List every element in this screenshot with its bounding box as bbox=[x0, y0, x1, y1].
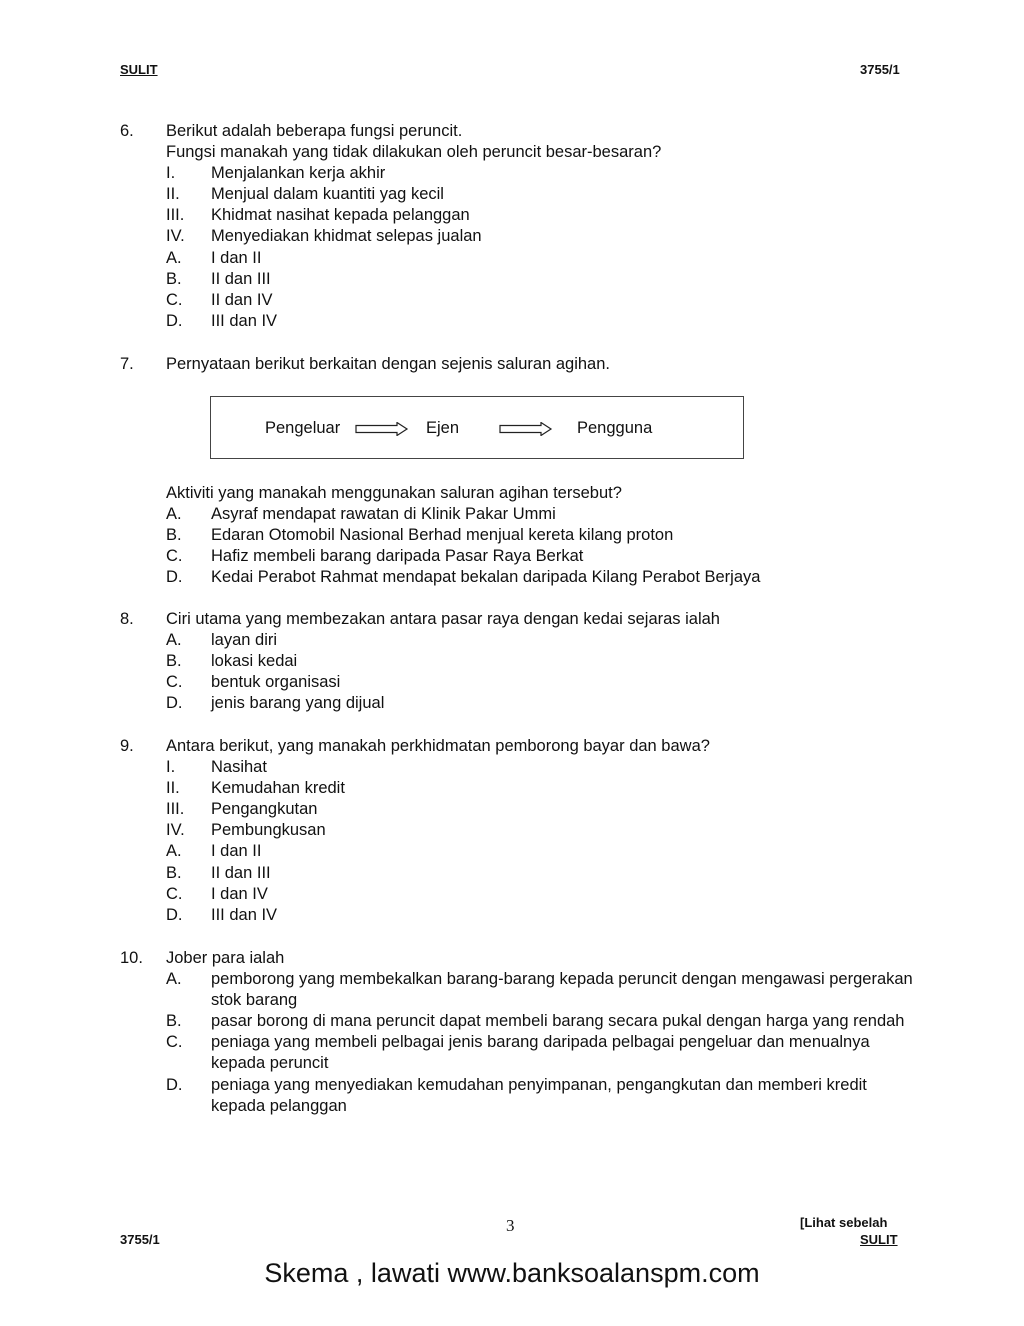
option-text: jenis barang yang dijual bbox=[211, 694, 385, 713]
answer-option bbox=[166, 248, 920, 269]
diagram-producer-label: Pengeluar bbox=[265, 419, 341, 437]
statement-text: Menjual dalam kuantiti yag kecil bbox=[211, 185, 444, 204]
answer-option bbox=[166, 269, 920, 290]
statement-item bbox=[166, 778, 920, 799]
option-label: B. bbox=[166, 863, 182, 882]
statement-item bbox=[166, 163, 920, 184]
option-label: D. bbox=[166, 1075, 183, 1094]
footer-classification: SULIT bbox=[860, 1232, 898, 1247]
option-text: I dan II bbox=[211, 842, 262, 861]
option-label: A. bbox=[166, 631, 182, 650]
question-number: 7. bbox=[120, 355, 134, 373]
option-text: Asyraf mendapat rawatan di Klinik Pakar Ummi bbox=[211, 505, 556, 524]
option-label: D. bbox=[166, 694, 183, 713]
option-text: I dan II bbox=[211, 248, 262, 267]
statement-label: I. bbox=[166, 164, 176, 183]
option-label: B. bbox=[166, 652, 182, 671]
diagram-agent-label: Ejen bbox=[426, 419, 460, 437]
answer-option bbox=[166, 290, 920, 311]
option-label: C. bbox=[166, 547, 183, 566]
statement-item bbox=[166, 799, 920, 820]
answer-option bbox=[166, 651, 920, 672]
header-classification: SULIT bbox=[120, 62, 158, 77]
option-text: peniaga yang menyediakan kemudahan penyimpanan, pengangkutan dan memberi kredit kepada pelanggan bbox=[211, 1075, 867, 1115]
answer-option bbox=[166, 969, 920, 1011]
question-6 bbox=[120, 121, 920, 332]
statement-text: Pengangkutan bbox=[211, 800, 318, 819]
answer-option bbox=[166, 504, 920, 525]
question-text: Aktiviti yang manakah menggunakan saluran agihan tersebut? bbox=[166, 484, 622, 502]
statement-text: Khidmat nasihat kepada pelanggan bbox=[211, 206, 470, 225]
option-text: bentuk organisasi bbox=[211, 673, 341, 692]
statement-text: Menyediakan khidmat selepas jualan bbox=[211, 227, 482, 246]
option-text: peniaga yang membeli pelbagai jenis barang daripada pelbagai pengeluar dan menualnya kepada peruncit bbox=[211, 1033, 870, 1073]
option-label: C. bbox=[166, 290, 183, 309]
option-text: Hafiz membeli barang daripada Pasar Raya Berkat bbox=[211, 547, 584, 566]
option-text: III dan IV bbox=[211, 311, 278, 330]
option-label: D. bbox=[166, 905, 183, 924]
question-stem: Fungsi manakah yang tidak dilakukan oleh peruncit besar-besaran? bbox=[166, 143, 662, 162]
diagram-consumer-label: Pengguna bbox=[577, 419, 653, 437]
option-label: D. bbox=[166, 311, 183, 330]
statement-label: II. bbox=[166, 779, 180, 798]
option-text: layan diri bbox=[211, 631, 278, 650]
statement-item bbox=[166, 757, 920, 778]
arrow-right-icon bbox=[355, 422, 409, 436]
option-text: II dan III bbox=[211, 863, 271, 882]
question-number: 10. bbox=[120, 949, 143, 967]
answer-option bbox=[166, 546, 920, 567]
answer-option bbox=[166, 841, 920, 862]
answer-option bbox=[166, 525, 920, 546]
option-text: pasar borong di mana peruncit dapat membeli barang secara pukal dengan harga yang rendah bbox=[211, 1012, 905, 1031]
question-7-options bbox=[120, 483, 920, 588]
answer-option bbox=[166, 1032, 920, 1074]
statement-item bbox=[166, 820, 920, 841]
statement-text: Nasihat bbox=[211, 758, 267, 777]
header-paper-code: 3755/1 bbox=[860, 62, 900, 77]
option-text: Edaran Otomobil Nasional Berhad menjual kereta kilang proton bbox=[211, 526, 674, 545]
answer-option bbox=[166, 1011, 920, 1032]
option-label: C. bbox=[166, 1033, 183, 1052]
option-text: II dan III bbox=[211, 269, 271, 288]
question-number: 6. bbox=[120, 122, 134, 140]
statement-label: III. bbox=[166, 800, 185, 819]
answer-option bbox=[166, 863, 920, 884]
answer-option bbox=[166, 884, 920, 905]
statement-text: Menjalankan kerja akhir bbox=[211, 164, 386, 183]
statement-label: II. bbox=[166, 185, 180, 204]
distribution-channel-diagram bbox=[210, 396, 744, 459]
question-number: 8. bbox=[120, 610, 134, 628]
statement-label: I. bbox=[166, 758, 176, 777]
option-label: A. bbox=[166, 505, 182, 524]
option-label: B. bbox=[166, 269, 182, 288]
option-label: B. bbox=[166, 1012, 182, 1031]
watermark-text: Skema , lawati www.banksoalanspm.com bbox=[264, 1258, 760, 1288]
question-9 bbox=[120, 736, 920, 926]
question-8 bbox=[120, 609, 920, 714]
footer-paper-code: 3755/1 bbox=[120, 1232, 160, 1247]
question-7 bbox=[120, 354, 920, 375]
option-label: C. bbox=[166, 673, 183, 692]
arrow-right-icon bbox=[499, 422, 553, 436]
see-over-note: [Lihat sebelah bbox=[800, 1215, 888, 1230]
page-number: 3 bbox=[506, 1216, 515, 1235]
statement-item bbox=[166, 184, 920, 205]
answer-option bbox=[166, 630, 920, 651]
answer-option bbox=[166, 567, 920, 588]
answer-option bbox=[166, 1075, 920, 1117]
question-stem: Jober para ialah bbox=[166, 949, 285, 967]
answer-option bbox=[166, 693, 920, 714]
option-label: A. bbox=[166, 248, 182, 267]
option-text: Kedai Perabot Rahmat mendapat bekalan daripada Kilang Perabot Berjaya bbox=[211, 568, 761, 587]
question-stem: Antara berikut, yang manakah perkhidmatan pemborong bayar dan bawa? bbox=[166, 737, 710, 755]
statement-label: IV. bbox=[166, 821, 185, 840]
statement-label: III. bbox=[166, 206, 185, 225]
statement-label: IV. bbox=[166, 227, 185, 246]
option-text: II dan IV bbox=[211, 290, 273, 309]
statement-item bbox=[166, 226, 920, 247]
statement-text: Kemudahan kredit bbox=[211, 779, 345, 798]
question-10 bbox=[120, 948, 920, 1117]
option-text: lokasi kedai bbox=[211, 652, 298, 671]
option-label: A. bbox=[166, 842, 182, 861]
answer-option bbox=[166, 672, 920, 693]
statement-item bbox=[166, 205, 920, 226]
question-number: 9. bbox=[120, 737, 134, 755]
question-stem: Pernyataan berikut berkaitan dengan sejenis saluran agihan. bbox=[166, 355, 610, 373]
statement-text: Pembungkusan bbox=[211, 821, 326, 840]
option-label: A. bbox=[166, 970, 182, 989]
question-stem: Ciri utama yang membezakan antara pasar raya dengan kedai sejaras ialah bbox=[166, 610, 720, 628]
question-stem: Berikut adalah beberapa fungsi peruncit. bbox=[166, 122, 463, 140]
answer-option bbox=[166, 905, 920, 926]
option-label: B. bbox=[166, 526, 182, 545]
option-text: I dan IV bbox=[211, 884, 268, 903]
option-label: D. bbox=[166, 568, 183, 587]
option-text: III dan IV bbox=[211, 905, 278, 924]
option-text: pemborong yang membekalkan barang-barang kepada peruncit dengan mengawasi pergerakan stok barang bbox=[211, 970, 913, 1010]
answer-option bbox=[166, 311, 920, 332]
option-label: C. bbox=[166, 884, 183, 903]
